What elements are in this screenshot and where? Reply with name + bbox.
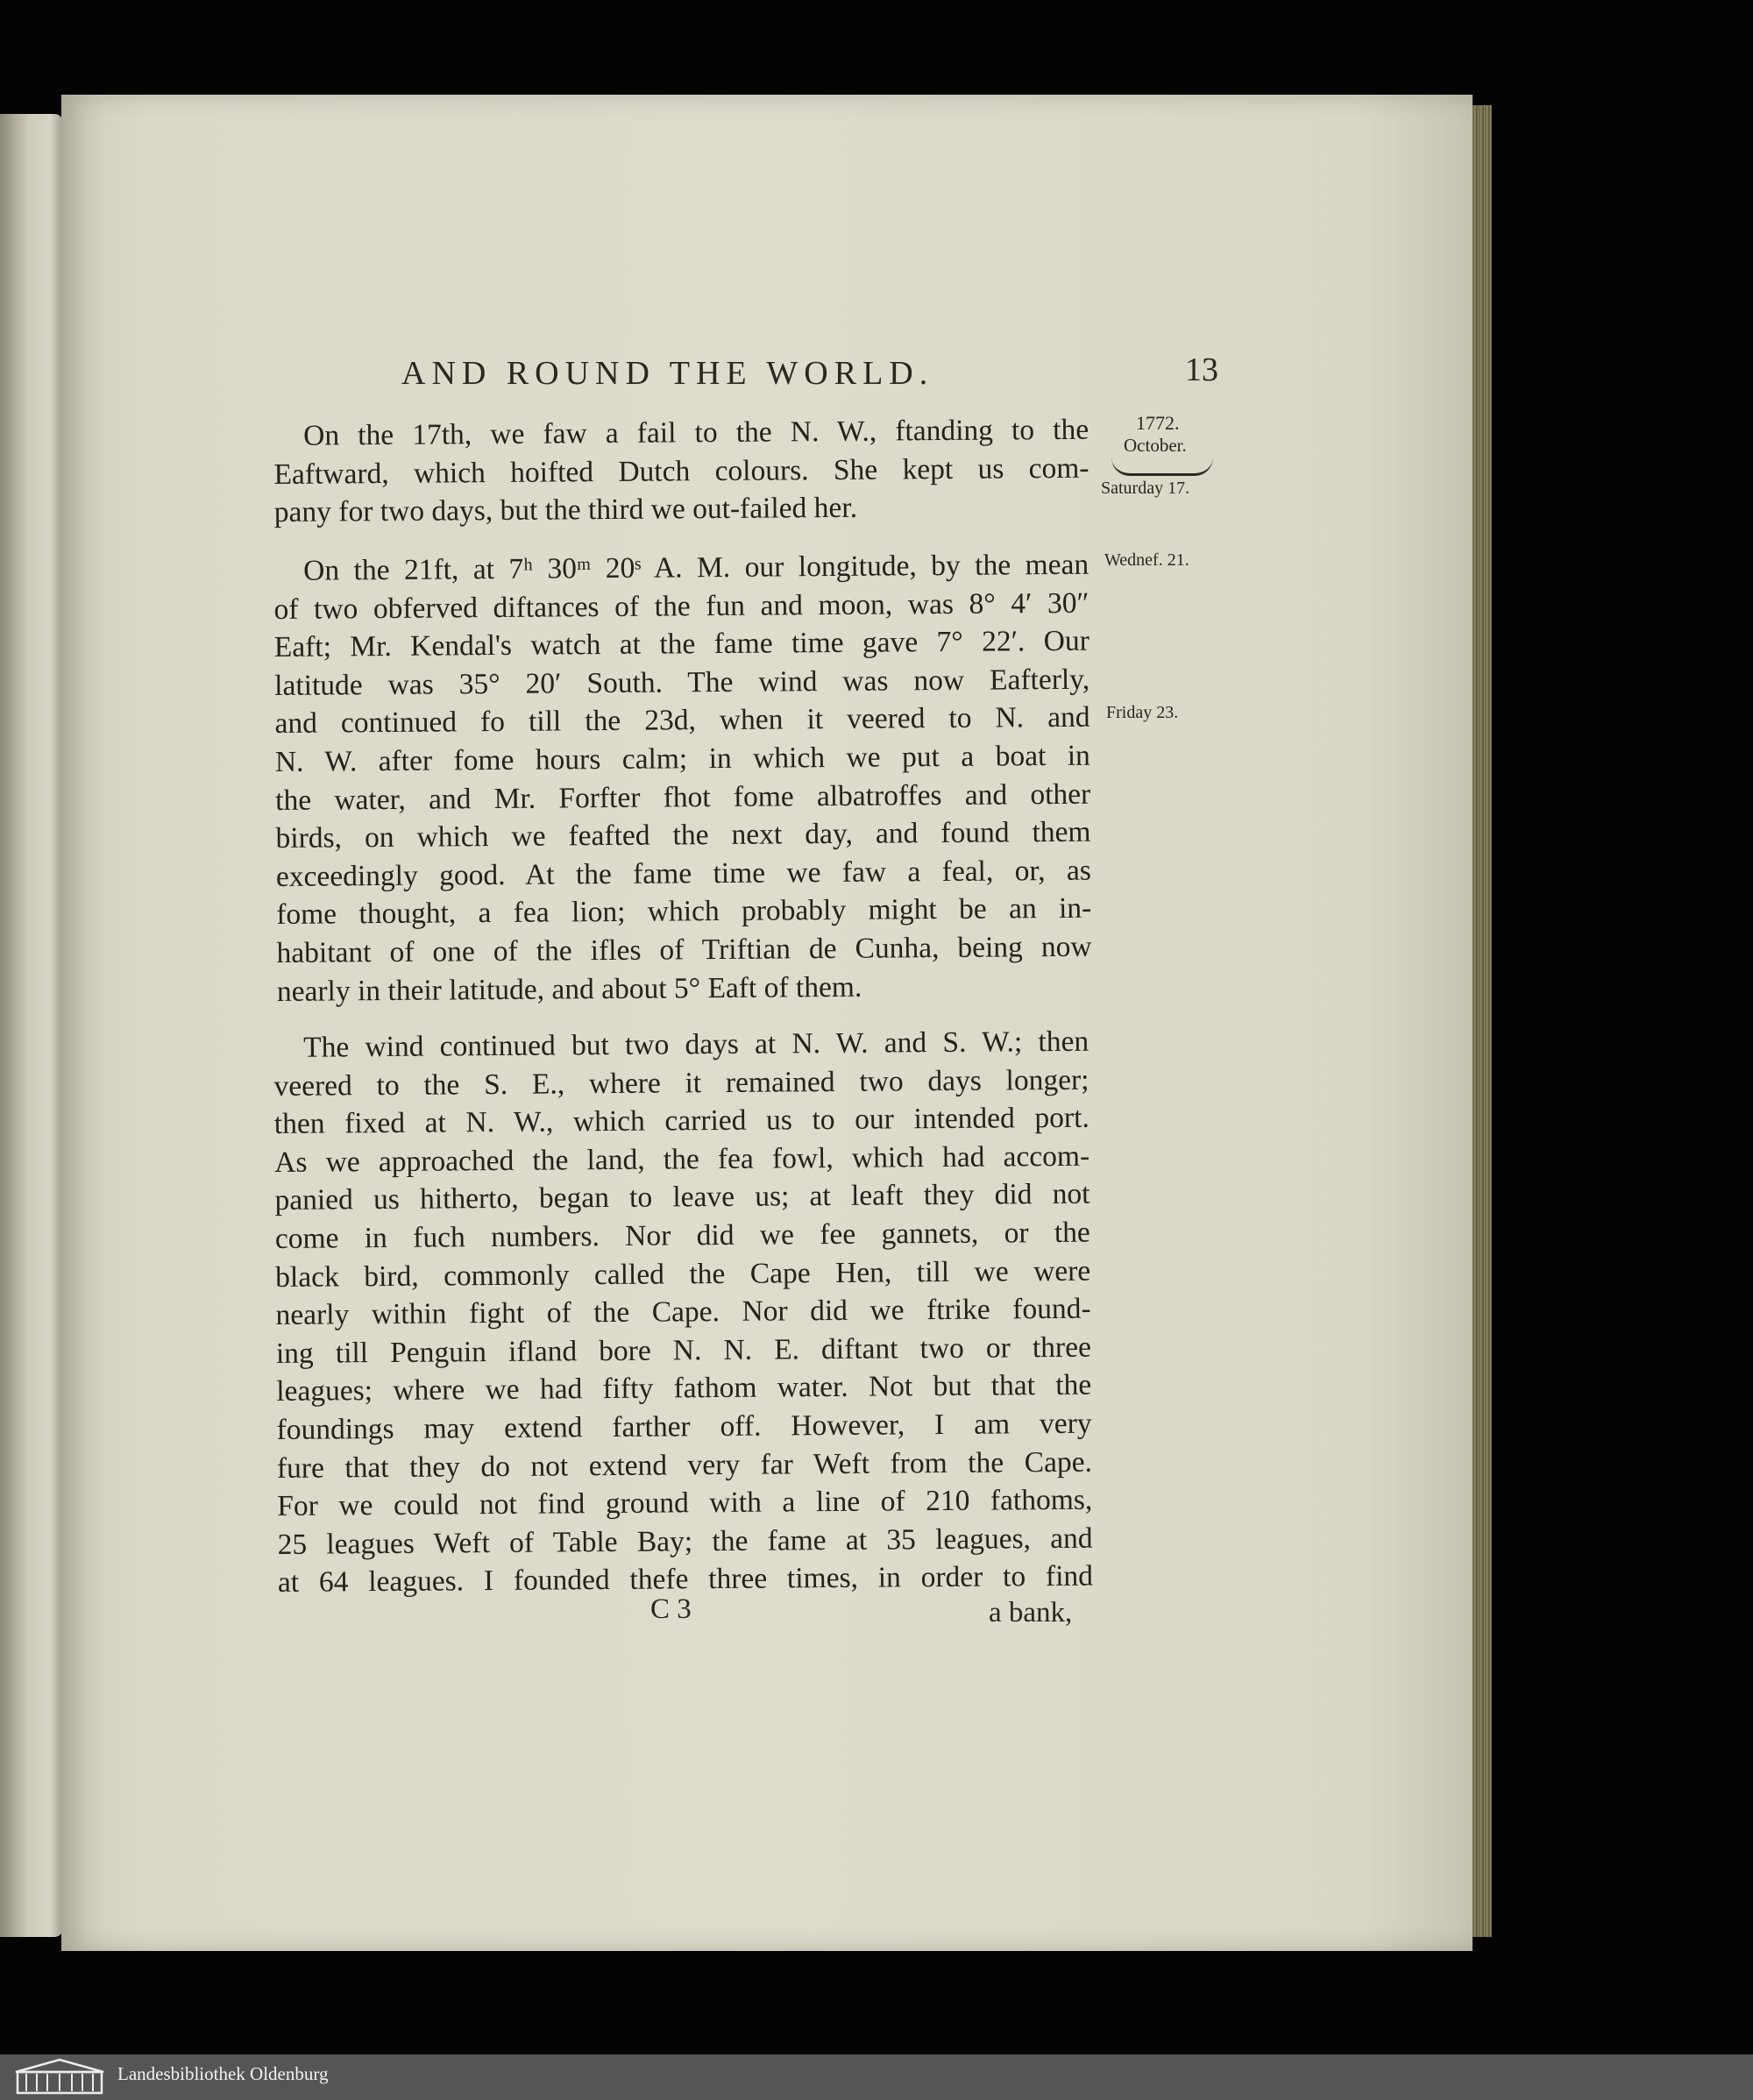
text-line: On the 17th, we faw a fail to the N. W., ftanding to the bbox=[303, 413, 1089, 452]
text-line: Eaft; Mr. Kendal's watch at the fame time gave 7° 22′. Our bbox=[273, 624, 1089, 664]
margin-month: October. bbox=[1124, 435, 1187, 456]
text-line: the water, and Mr. Forfter fhot fome albatroffes and other bbox=[275, 777, 1091, 817]
text-line: For we could not find ground with a line of 210 fathoms, bbox=[277, 1483, 1093, 1523]
library-building-icon bbox=[12, 2058, 107, 2096]
text-line: Eaftward, which hoifted Dutch colours. She kept us com- bbox=[273, 451, 1089, 491]
text-line: nearly within fight of the Cape. Nor did we ftrike found- bbox=[275, 1292, 1091, 1332]
catchword: a bank, bbox=[989, 1597, 1073, 1628]
text-line: habitant of one of the ifles of Triftian de Cunha, being now bbox=[276, 930, 1092, 969]
library-name: Landesbibliothek Oldenburg bbox=[117, 2063, 329, 2084]
text-line: exceedingly good. At the fame time we faw a feal, or, as bbox=[275, 854, 1092, 893]
text-line: veered to the S. E., where it remained two days longer; bbox=[273, 1063, 1089, 1103]
text-line: The wind continued but two days at N. W. and S. W.; then bbox=[303, 1025, 1089, 1064]
paragraph-3 bbox=[273, 1023, 1093, 1602]
text-line: fure that they do not extend very far Weft from the Cape. bbox=[276, 1445, 1093, 1485]
margin-year: 1772. bbox=[1136, 412, 1180, 434]
text-line: nearly in their latitude, and about 5° Eaft of them. bbox=[276, 970, 862, 1008]
text-line: birds, on which we feafted the next day, and found them bbox=[275, 815, 1091, 855]
text-line: fome thought, a fea lion; which probably might be an in- bbox=[276, 892, 1092, 932]
text-line: 25 leagues Weft of Table Bay; the fame at 35 leagues, and bbox=[277, 1522, 1093, 1561]
paragraph-2 bbox=[273, 546, 1092, 1011]
text-line: On the 21ft, at 7ʰ 30ᵐ 20ˢ A. M. our longitude, by the mean bbox=[303, 548, 1089, 587]
text-line: black bird, commonly called the Cape Hen, till we were bbox=[275, 1254, 1091, 1294]
text-line: N. W. after fome hours calm; in which we put a boat in bbox=[274, 739, 1090, 778]
text-line: pany for two days, but the third we out-failed her. bbox=[273, 491, 858, 529]
page-number: 13 bbox=[1185, 351, 1218, 388]
text-line: latitude was 35° 20′ South. The wind was now Eafterly, bbox=[274, 663, 1090, 702]
text-line: at 64 leagues. I founded thefe three times, in order to find bbox=[277, 1559, 1094, 1600]
text-line: then fixed at N. W., which carried us to our intended port. bbox=[273, 1101, 1089, 1141]
text-line: foundings may extend farther off. However, I am very bbox=[276, 1407, 1092, 1446]
text-line: ing till Penguin ifland bore N. N. E. diftant two or three bbox=[275, 1330, 1092, 1370]
margin-date-saturday: Saturday 17. bbox=[1101, 479, 1190, 498]
margin-date-wednesday: Wednef. 21. bbox=[1104, 550, 1189, 570]
text-line: leagues; where we had fifty fathom water. Not but that the bbox=[276, 1369, 1092, 1408]
page-block-edge bbox=[1473, 105, 1492, 1937]
text-line: of two obferved diftances of the fun and moon, was 8° 4′ 30″ bbox=[273, 586, 1089, 626]
margin-date-friday: Friday 23. bbox=[1106, 703, 1179, 722]
text-line: come in fuch numbers. Nor did we fee gannets, or the bbox=[274, 1216, 1090, 1255]
running-title: AND ROUND THE WORLD. bbox=[401, 355, 934, 392]
signature-mark: C 3 bbox=[650, 1593, 692, 1625]
text-line: As we approached the land, the fea fowl, which had accom- bbox=[274, 1139, 1090, 1179]
facing-page-edge bbox=[0, 114, 63, 1937]
text-line: and continued fo till the 23d, when it veered to N. and bbox=[274, 701, 1090, 741]
text-line: panied us hitherto, began to leave us; at leaft they did not bbox=[274, 1178, 1090, 1217]
margin-brace bbox=[1111, 458, 1213, 476]
paragraph-1 bbox=[273, 411, 1089, 532]
